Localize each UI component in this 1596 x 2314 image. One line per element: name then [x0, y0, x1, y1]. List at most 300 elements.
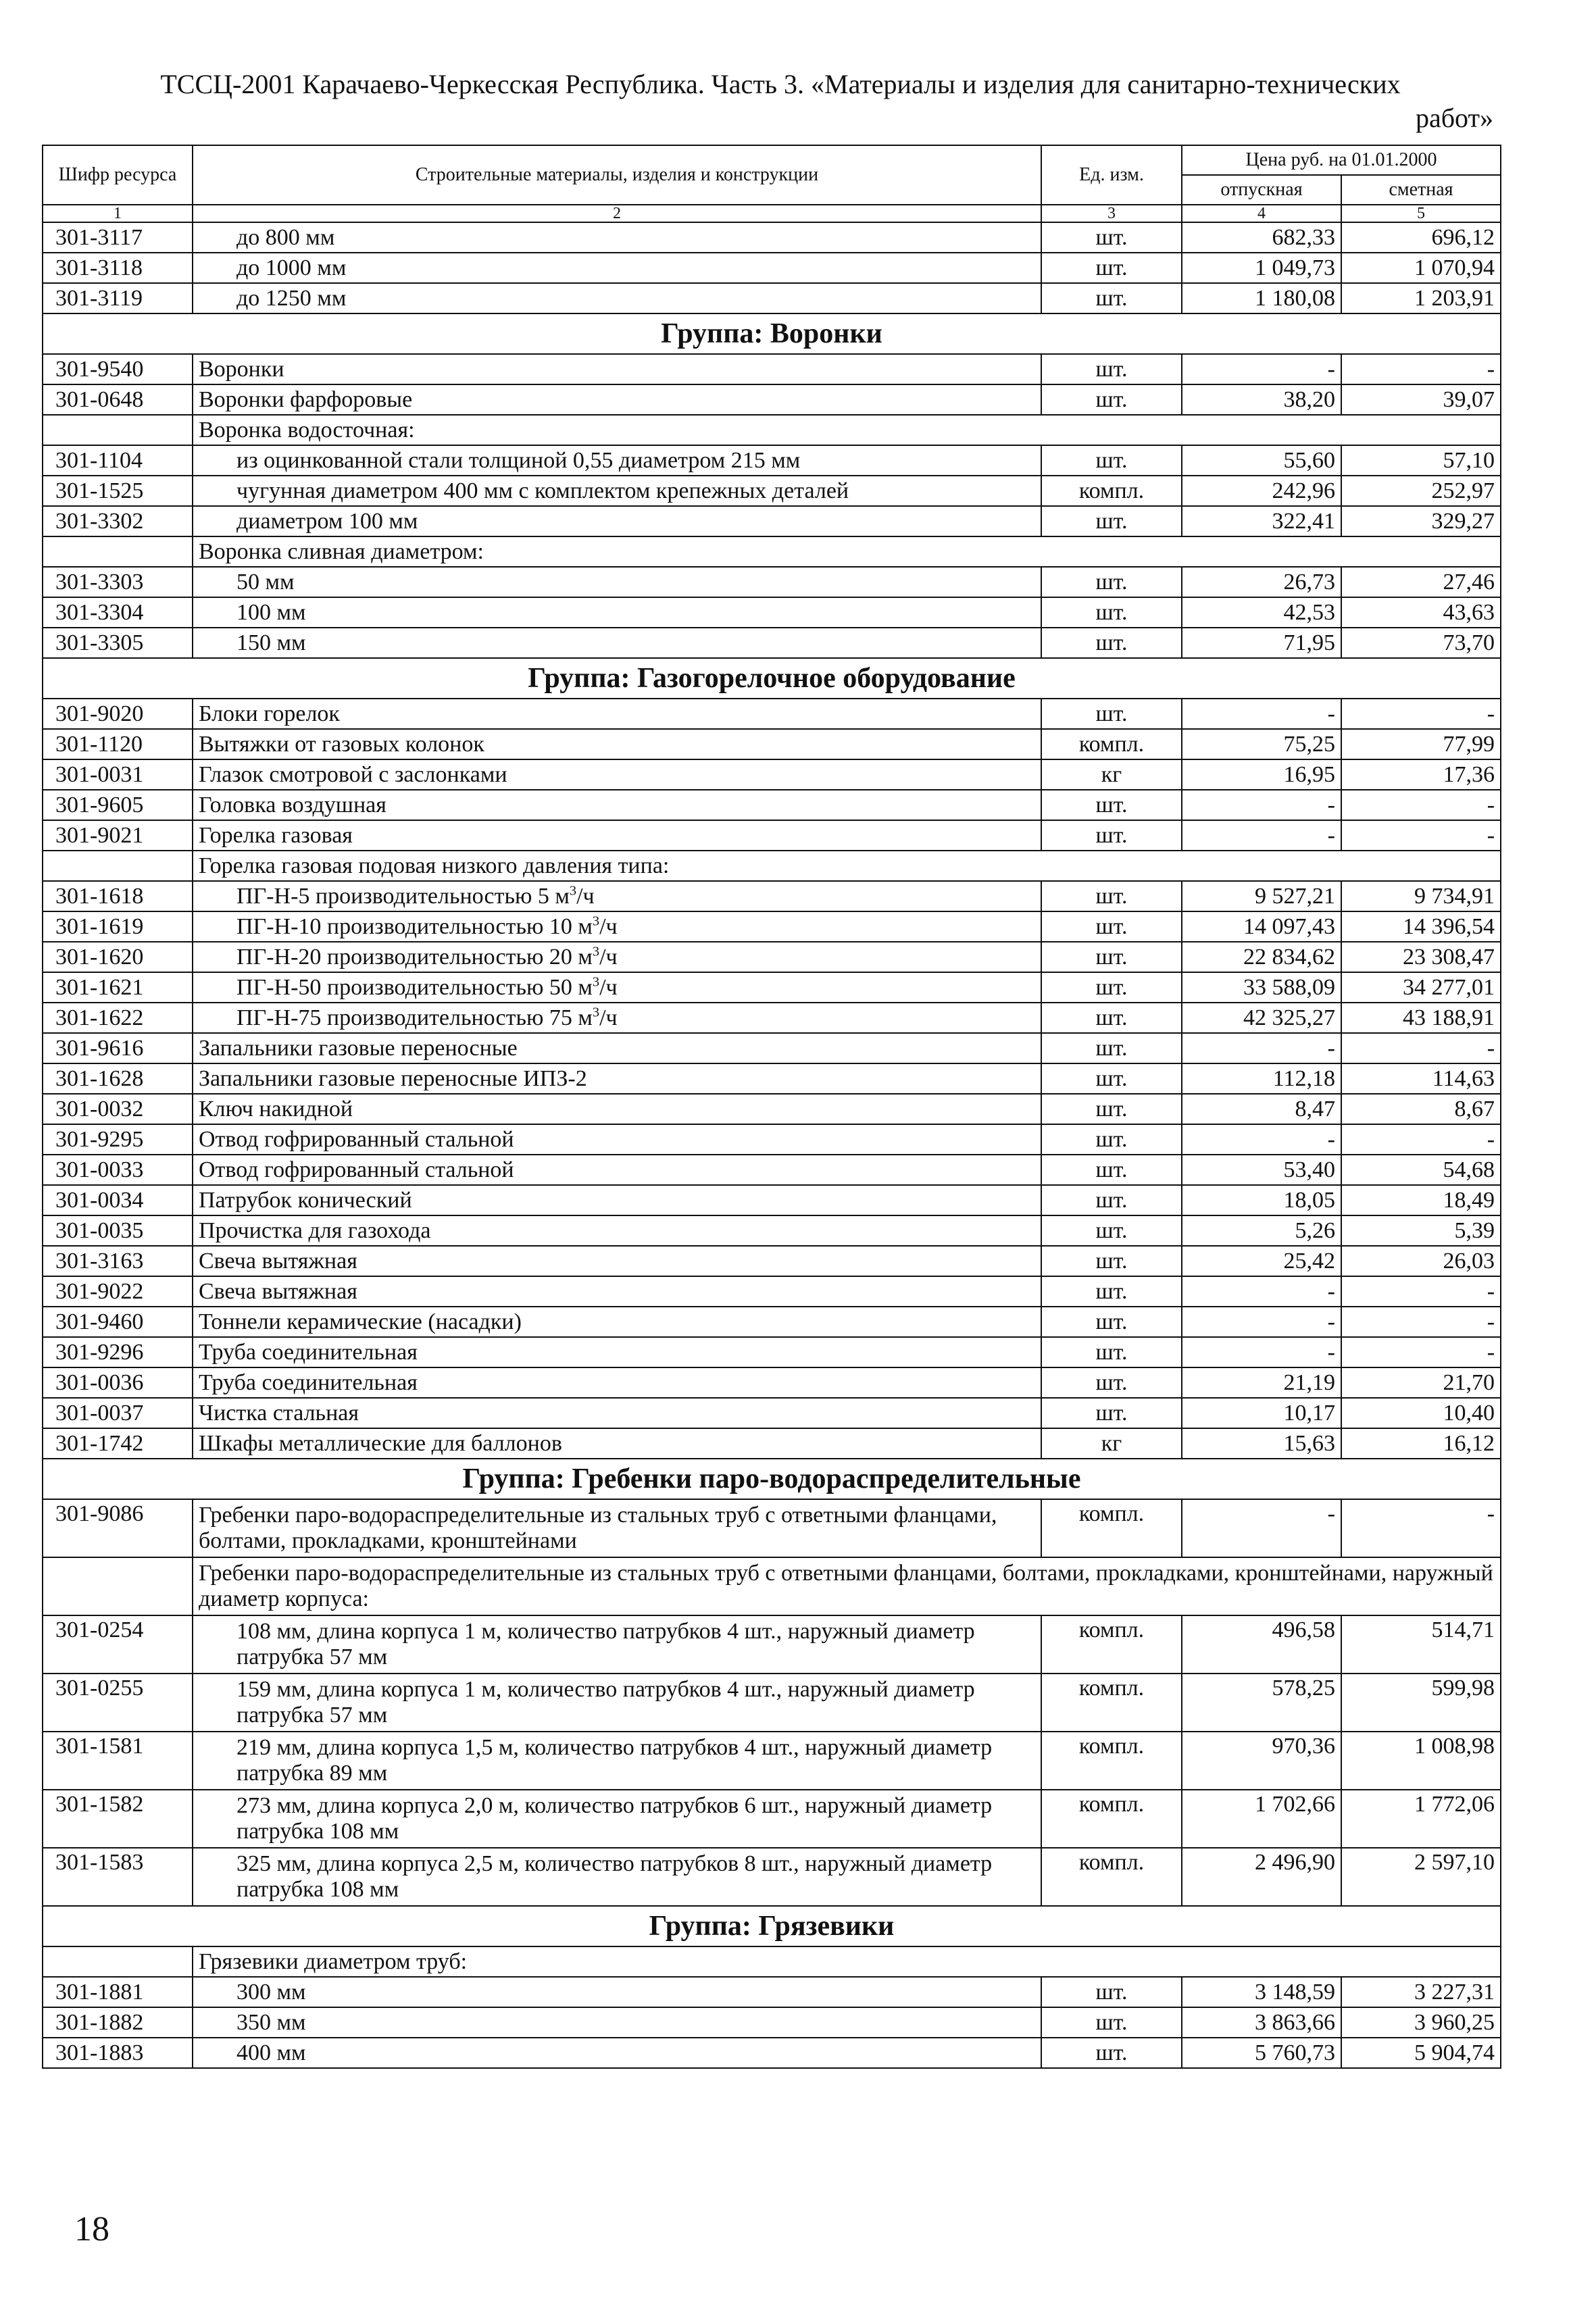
unit-of-measure: компл. [1041, 1848, 1182, 1906]
resource-code: 301-1618 [43, 881, 193, 911]
price-release: - [1182, 1276, 1341, 1307]
material-name-text: 300 мм [236, 1980, 306, 2005]
price-release: 3 863,66 [1182, 2007, 1341, 2038]
col-index-5: 5 [1341, 205, 1501, 222]
material-name-text: Горелка газовая [199, 823, 353, 848]
group-title: Группа: Гребенки паро-водораспределительные [43, 1459, 1501, 1499]
resource-code: 301-3302 [43, 506, 193, 536]
material-name [193, 354, 1041, 384]
table-row [43, 759, 1501, 790]
material-name [193, 820, 1041, 851]
unit-of-measure: шт. [1041, 253, 1182, 283]
material-name-text: ПГ-Н-50 производительностью 50 м [236, 975, 593, 1000]
subheading-code-cell [43, 1946, 193, 1977]
material-name [193, 476, 1041, 506]
header-estimate: сметная [1341, 175, 1501, 205]
price-release: - [1182, 1307, 1341, 1337]
material-name [193, 628, 1041, 658]
price-estimate: 27,46 [1341, 567, 1501, 597]
table-row [43, 1615, 1501, 1674]
unit-of-measure: шт. [1041, 1977, 1182, 2007]
subheading-code-cell [43, 536, 193, 567]
table-row [43, 1215, 1501, 1246]
price-estimate: 43 188,91 [1341, 1003, 1501, 1033]
material-name-text: Ключ накидной [199, 1097, 353, 1122]
material-name [193, 1003, 1041, 1033]
col-index-2: 2 [193, 205, 1041, 222]
material-name [193, 1428, 1041, 1459]
price-release: 53,40 [1182, 1155, 1341, 1185]
price-estimate: 252,97 [1341, 476, 1501, 506]
table-row [43, 1848, 1501, 1906]
price-estimate: 14 396,54 [1341, 911, 1501, 942]
resource-code: 301-1883 [43, 2038, 193, 2068]
material-name [193, 911, 1041, 942]
material-name [193, 1337, 1041, 1367]
resource-code: 301-1619 [43, 911, 193, 942]
material-name [193, 1215, 1041, 1246]
price-release: 55,60 [1182, 445, 1341, 476]
unit-of-measure: шт. [1041, 790, 1182, 820]
table-row [43, 567, 1501, 597]
table-row [43, 628, 1501, 658]
price-estimate: 5,39 [1341, 1215, 1501, 1246]
table-row [43, 972, 1501, 1003]
material-name [193, 1367, 1041, 1398]
price-release: 75,25 [1182, 729, 1341, 759]
unit-of-measure: шт. [1041, 1155, 1182, 1185]
price-release: 1 049,73 [1182, 253, 1341, 283]
price-estimate: 57,10 [1341, 445, 1501, 476]
material-name [193, 1033, 1041, 1063]
table-row [43, 1185, 1501, 1215]
unit-of-measure: шт. [1041, 1063, 1182, 1094]
resource-code: 301-0648 [43, 384, 193, 415]
unit-of-measure: кг [1041, 759, 1182, 790]
subheading-row [43, 851, 1501, 881]
group-title: Группа: Воронки [43, 313, 1501, 354]
table-row [43, 820, 1501, 851]
price-estimate: - [1341, 699, 1501, 729]
resource-code: 301-0255 [43, 1674, 193, 1732]
table-row [43, 1674, 1501, 1732]
resource-code: 301-1525 [43, 476, 193, 506]
price-release: 5,26 [1182, 1215, 1341, 1246]
material-name-text: ПГ-Н-5 производительностью 5 м [236, 884, 570, 909]
material-name-text: 400 мм [236, 2040, 306, 2065]
price-estimate: 39,07 [1341, 384, 1501, 415]
material-name-text: Труба соединительная [199, 1340, 418, 1365]
price-release: 25,42 [1182, 1246, 1341, 1276]
material-name [193, 1124, 1041, 1155]
unit-of-measure: шт. [1041, 1185, 1182, 1215]
price-release: 112,18 [1182, 1063, 1341, 1094]
subheading-text: Горелка газовая подовая низкого давления типа: [193, 851, 1501, 881]
price-release: 21,19 [1182, 1367, 1341, 1398]
price-release: 42 325,27 [1182, 1003, 1341, 1033]
unit-of-measure: компл. [1041, 476, 1182, 506]
resource-code: 301-0035 [43, 1215, 193, 1246]
price-estimate: 10,40 [1341, 1398, 1501, 1428]
subheading-code-cell [43, 851, 193, 881]
material-name-text: 159 мм, длина корпуса 1 м, количество патрубков 4 шт., наружный диаметр патрубка 57 мм [236, 1677, 975, 1728]
subheading-code-cell [43, 1557, 193, 1615]
table-row [43, 911, 1501, 942]
subheading-text: Грязевики диаметром труб: [193, 1946, 1501, 1977]
price-estimate: 8,67 [1341, 1094, 1501, 1124]
material-name-text: до 800 мм [236, 225, 335, 250]
material-name [193, 1185, 1041, 1215]
material-name-text: Отвод гофрированный стальной [199, 1157, 514, 1182]
unit-tail: /ч [599, 975, 618, 1000]
price-release: 33 588,09 [1182, 972, 1341, 1003]
material-name [193, 790, 1041, 820]
material-name [193, 1094, 1041, 1124]
unit-of-measure: шт. [1041, 567, 1182, 597]
table-row [43, 729, 1501, 759]
price-estimate: - [1341, 1124, 1501, 1155]
material-name [193, 2038, 1041, 2068]
header-price: Цена руб. на 01.01.2000 [1182, 145, 1501, 175]
resource-code: 301-1621 [43, 972, 193, 1003]
group-header-row [43, 1459, 1501, 1499]
price-release: 42,53 [1182, 597, 1341, 628]
table-row [43, 1499, 1501, 1557]
table-row [43, 1246, 1501, 1276]
material-name [193, 1063, 1041, 1094]
table-row [43, 2007, 1501, 2038]
unit-of-measure: шт. [1041, 283, 1182, 313]
material-name [193, 1276, 1041, 1307]
resource-code: 301-9021 [43, 820, 193, 851]
price-estimate: 21,70 [1341, 1367, 1501, 1398]
unit-of-measure: компл. [1041, 729, 1182, 759]
title-line-1: ТССЦ-2001 Карачаево-Черкесская Республика. Часть 3. «Материалы и изделия для санитарно-технических [160, 69, 1401, 99]
unit-tail: /ч [599, 1005, 618, 1030]
table-row [43, 790, 1501, 820]
unit-of-measure: компл. [1041, 1732, 1182, 1790]
material-name-text: ПГ-Н-10 производительностью 10 м [236, 914, 593, 939]
price-release: - [1182, 354, 1341, 384]
resource-code: 301-0032 [43, 1094, 193, 1124]
table-row [43, 1094, 1501, 1124]
price-release: 18,05 [1182, 1185, 1341, 1215]
table-row [43, 1155, 1501, 1185]
material-name-text: Воронки фарфоровые [199, 387, 413, 412]
price-estimate: - [1341, 1499, 1501, 1557]
resource-code: 301-0036 [43, 1367, 193, 1398]
price-estimate: 23 308,47 [1341, 942, 1501, 972]
price-estimate: - [1341, 1307, 1501, 1337]
material-name-text: Тоннели керамические (насадки) [199, 1309, 522, 1334]
unit-of-measure: шт. [1041, 506, 1182, 536]
material-name-text: до 1250 мм [236, 286, 347, 311]
header-name: Строительные материалы, изделия и конструкции [193, 145, 1041, 205]
material-name-text: ПГ-Н-75 производительностью 75 м [236, 1005, 593, 1030]
price-estimate: 1 008,98 [1341, 1732, 1501, 1790]
price-estimate: - [1341, 1276, 1501, 1307]
table-row [43, 1063, 1501, 1094]
price-release: 71,95 [1182, 628, 1341, 658]
price-release: 10,17 [1182, 1398, 1341, 1428]
price-estimate: 1 772,06 [1341, 1790, 1501, 1848]
resource-code: 301-1622 [43, 1003, 193, 1033]
table-row [43, 1398, 1501, 1428]
table-row [43, 1977, 1501, 2007]
material-name [193, 597, 1041, 628]
material-name [193, 283, 1041, 313]
material-name-text: чугунная диаметром 400 мм с комплектом крепежных деталей [236, 478, 849, 503]
resource-code: 301-1582 [43, 1790, 193, 1848]
price-release: 682,33 [1182, 222, 1341, 253]
material-name-text: Чистка стальная [199, 1401, 359, 1426]
unit-of-measure: компл. [1041, 1674, 1182, 1732]
unit-of-measure: компл. [1041, 1615, 1182, 1674]
price-release: 15,63 [1182, 1428, 1341, 1459]
price-estimate: 26,03 [1341, 1246, 1501, 1276]
price-release: - [1182, 820, 1341, 851]
group-header-row [43, 658, 1501, 699]
resource-code: 301-9616 [43, 1033, 193, 1063]
material-name [193, 384, 1041, 415]
unit-of-measure: шт. [1041, 1367, 1182, 1398]
unit-of-measure: шт. [1041, 1094, 1182, 1124]
header-release: отпускная [1182, 175, 1341, 205]
table-body [43, 222, 1501, 2068]
resource-code: 301-9086 [43, 1499, 193, 1557]
price-estimate: 1 070,94 [1341, 253, 1501, 283]
price-estimate: 696,12 [1341, 222, 1501, 253]
material-name-text: 50 мм [236, 570, 295, 595]
resource-code: 301-9020 [43, 699, 193, 729]
material-name [193, 759, 1041, 790]
header-unit: Ед. изм. [1041, 145, 1182, 205]
price-estimate: - [1341, 1033, 1501, 1063]
unit-tail: /ч [599, 914, 618, 939]
table-row [43, 1367, 1501, 1398]
material-name [193, 506, 1041, 536]
resource-code: 301-1881 [43, 1977, 193, 2007]
table-row [43, 2038, 1501, 2068]
col-index-1: 1 [43, 205, 193, 222]
unit-of-measure: шт. [1041, 1124, 1182, 1155]
material-name [193, 1307, 1041, 1337]
price-release: 1 702,66 [1182, 1790, 1341, 1848]
price-table [42, 145, 1501, 2069]
price-release: - [1182, 699, 1341, 729]
resource-code: 301-9540 [43, 354, 193, 384]
price-release: 16,95 [1182, 759, 1341, 790]
material-name-text: Патрубок конический [199, 1188, 412, 1213]
unit-of-measure: шт. [1041, 972, 1182, 1003]
unit-of-measure: шт. [1041, 1246, 1182, 1276]
material-name [193, 972, 1041, 1003]
group-title: Группа: Грязевики [43, 1906, 1501, 1946]
price-estimate: 114,63 [1341, 1063, 1501, 1094]
unit-superscript: 3 [592, 974, 600, 990]
resource-code: 301-1581 [43, 1732, 193, 1790]
subheading-row [43, 415, 1501, 445]
material-name-text: диаметром 100 мм [236, 509, 418, 534]
material-name-text: Запальники газовые переносные [199, 1036, 518, 1061]
unit-superscript: 3 [569, 883, 577, 899]
resource-code: 301-1742 [43, 1428, 193, 1459]
table-row [43, 222, 1501, 253]
material-name-text: Прочистка для газохода [199, 1218, 431, 1243]
material-name [193, 1155, 1041, 1185]
table-row [43, 253, 1501, 283]
unit-superscript: 3 [592, 913, 600, 929]
material-name-text: Блоки горелок [199, 701, 340, 726]
unit-of-measure: компл. [1041, 1790, 1182, 1848]
price-release: 970,36 [1182, 1732, 1341, 1790]
material-name-text: Головка воздушная [199, 793, 386, 818]
price-release: 578,25 [1182, 1674, 1341, 1732]
resource-code: 301-0031 [43, 759, 193, 790]
price-release: - [1182, 1499, 1341, 1557]
resource-code: 301-1120 [43, 729, 193, 759]
resource-code: 301-9295 [43, 1124, 193, 1155]
material-name [193, 1790, 1041, 1848]
resource-code: 301-9296 [43, 1337, 193, 1367]
unit-of-measure: шт. [1041, 1003, 1182, 1033]
material-name-text: до 1000 мм [236, 255, 347, 280]
resource-code: 301-1620 [43, 942, 193, 972]
material-name-text: 325 мм, длина корпуса 2,5 м, количество патрубков 8 шт., наружный диаметр патрубка 108 мм [236, 1851, 993, 1902]
table-row [43, 699, 1501, 729]
material-name [193, 1848, 1041, 1906]
subheading-text: Гребенки паро-водораспределительные из стальных труб с ответными фланцами, болтами, прокладками, кронштейнами, наружный диаметр корпуса: [193, 1557, 1501, 1615]
table-row [43, 1033, 1501, 1063]
price-release: 26,73 [1182, 567, 1341, 597]
price-estimate: 43,63 [1341, 597, 1501, 628]
material-name [193, 1977, 1041, 2007]
material-name-text: Вытяжки от газовых колонок [199, 732, 484, 757]
unit-of-measure: кг [1041, 1428, 1182, 1459]
title-line-2: работ» [1415, 103, 1493, 133]
resource-code: 301-0037 [43, 1398, 193, 1428]
document-title [41, 68, 1493, 135]
price-estimate: 3 960,25 [1341, 2007, 1501, 2038]
material-name-text: Труба соединительная [199, 1370, 418, 1395]
table-row [43, 1790, 1501, 1848]
unit-of-measure: шт. [1041, 2007, 1182, 2038]
unit-of-measure: компл. [1041, 1499, 1182, 1557]
price-estimate: 34 277,01 [1341, 972, 1501, 1003]
table-row [43, 881, 1501, 911]
resource-code: 301-3305 [43, 628, 193, 658]
material-name [193, 1615, 1041, 1674]
price-release: 242,96 [1182, 476, 1341, 506]
unit-of-measure: шт. [1041, 1215, 1182, 1246]
price-estimate: - [1341, 1337, 1501, 1367]
group-header-row [43, 1906, 1501, 1946]
price-estimate: 54,68 [1341, 1155, 1501, 1185]
price-release: 8,47 [1182, 1094, 1341, 1124]
price-release: 322,41 [1182, 506, 1341, 536]
material-name [193, 1499, 1041, 1557]
material-name [193, 1246, 1041, 1276]
unit-of-measure: шт. [1041, 597, 1182, 628]
resource-code: 301-1628 [43, 1063, 193, 1094]
unit-superscript: 3 [592, 1005, 600, 1020]
price-release: - [1182, 1124, 1341, 1155]
material-name [193, 445, 1041, 476]
subheading-row [43, 536, 1501, 567]
resource-code: 301-3303 [43, 567, 193, 597]
price-release: 22 834,62 [1182, 942, 1341, 972]
price-estimate: - [1341, 820, 1501, 851]
material-name-text: ПГ-Н-20 производительностью 20 м [236, 945, 593, 970]
subheading-row [43, 1557, 1501, 1615]
table-row [43, 1276, 1501, 1307]
header-code: Шифр ресурса [43, 145, 193, 205]
price-estimate: - [1341, 354, 1501, 384]
resource-code: 301-0254 [43, 1615, 193, 1674]
material-name-text: Гребенки паро-водораспределительные из стальных труб с ответными фланцами, болтами, прокладками, кронштейнами [199, 1503, 997, 1553]
price-estimate: 17,36 [1341, 759, 1501, 790]
material-name-text: 150 мм [236, 630, 306, 655]
price-release: 14 097,43 [1182, 911, 1341, 942]
unit-of-measure: шт. [1041, 384, 1182, 415]
material-name-text: 350 мм [236, 2010, 306, 2035]
price-release: - [1182, 1033, 1341, 1063]
unit-of-measure: шт. [1041, 2038, 1182, 2068]
price-estimate: 5 904,74 [1341, 2038, 1501, 2068]
resource-code: 301-1583 [43, 1848, 193, 1906]
subheading-text: Воронка сливная диаметром: [193, 536, 1501, 567]
price-estimate: 2 597,10 [1341, 1848, 1501, 1906]
unit-tail: /ч [576, 884, 595, 909]
material-name-text: Шкафы металлические для баллонов [199, 1431, 562, 1456]
material-name-text: Свеча вытяжная [199, 1249, 357, 1274]
resource-code: 301-3118 [43, 253, 193, 283]
table-row [43, 445, 1501, 476]
table-row [43, 1428, 1501, 1459]
resource-code: 301-1882 [43, 2007, 193, 2038]
material-name-text: из оцинкованной стали толщиной 0,55 диаметром 215 мм [236, 448, 801, 473]
col-index-3: 3 [1041, 205, 1182, 222]
table-row [43, 506, 1501, 536]
price-release: 38,20 [1182, 384, 1341, 415]
resource-code: 301-9460 [43, 1307, 193, 1337]
unit-of-measure: шт. [1041, 354, 1182, 384]
price-estimate: 18,49 [1341, 1185, 1501, 1215]
unit-of-measure: шт. [1041, 881, 1182, 911]
price-release: - [1182, 790, 1341, 820]
table-row [43, 1307, 1501, 1337]
table-row [43, 476, 1501, 506]
resource-code: 301-3304 [43, 597, 193, 628]
column-index-row [43, 205, 1501, 222]
material-name-text: Воронки [199, 357, 284, 382]
page-number: 18 [74, 2210, 109, 2248]
price-estimate: 9 734,91 [1341, 881, 1501, 911]
table-row [43, 283, 1501, 313]
resource-code: 301-3117 [43, 222, 193, 253]
price-release: 1 180,08 [1182, 283, 1341, 313]
price-release: 9 527,21 [1182, 881, 1341, 911]
price-release: 5 760,73 [1182, 2038, 1341, 2068]
price-estimate: 599,98 [1341, 1674, 1501, 1732]
table-row [43, 384, 1501, 415]
price-release: - [1182, 1337, 1341, 1367]
material-name [193, 1732, 1041, 1790]
unit-of-measure: шт. [1041, 1337, 1182, 1367]
material-name-text: Глазок смотровой с заслонками [199, 762, 507, 787]
price-estimate: 16,12 [1341, 1428, 1501, 1459]
material-name [193, 253, 1041, 283]
